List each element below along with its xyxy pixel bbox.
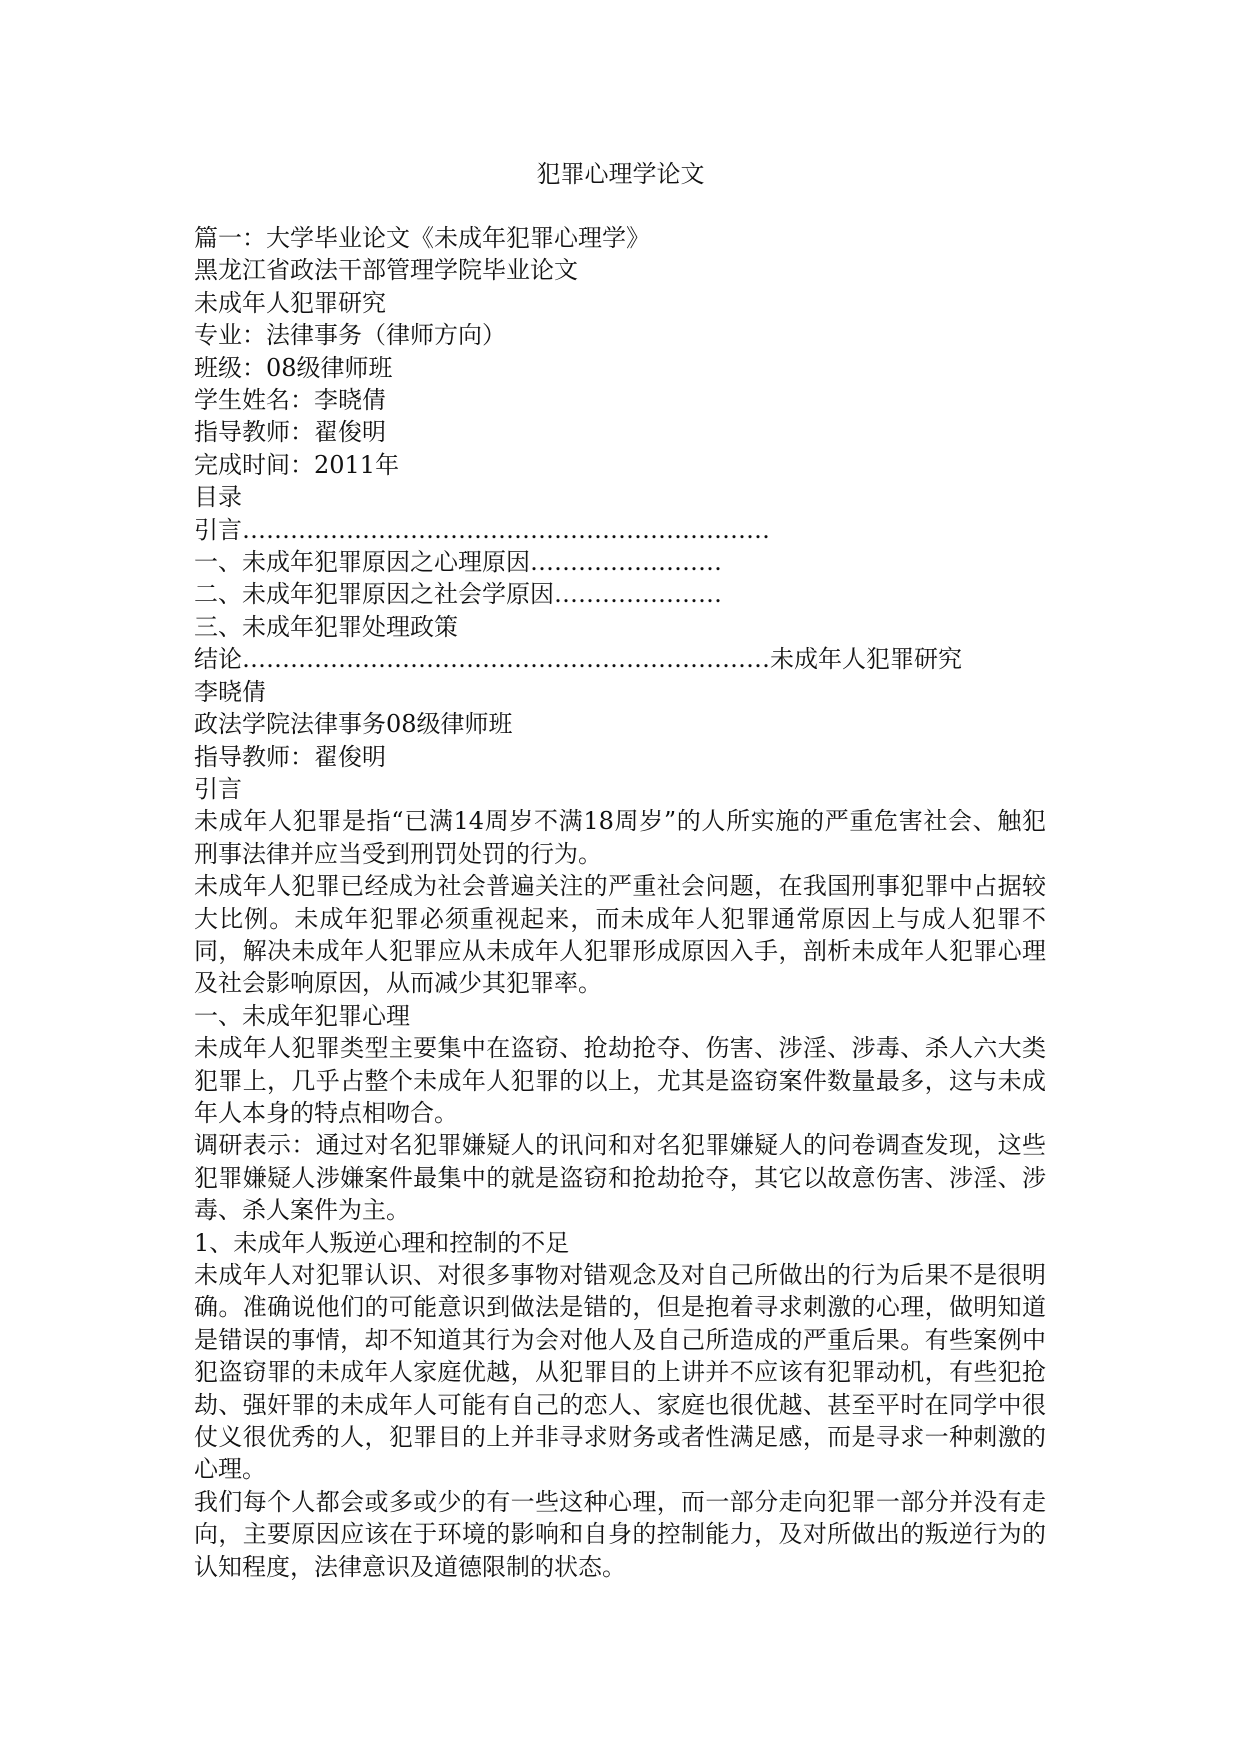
- subsection-heading: 1、未成年人叛逆心理和控制的不足: [194, 1228, 570, 1257]
- toc-entry: 一、未成年犯罪原因之心理原因……………………: [194, 548, 722, 577]
- advisor-line: 指导教师：翟俊明: [194, 418, 386, 447]
- thesis-title-line: 未成年人犯罪研究: [194, 288, 386, 317]
- paragraph-everyone: 我们每个人都会或多或少的有一些这种心理，而一部分走向犯罪一部分并没有走向，主要原因应该在于环境的影响和自身的控制能力，及对所做出的叛逆行为的认知程度，法律意识及道德限制的状态。: [194, 1487, 1046, 1581]
- toc-entry: 结论…………………………………………………………未成年人犯罪研究: [194, 645, 962, 674]
- paragraph-survey: 调研表示：通过对名犯罪嫌疑人的讯问和对名犯罪嫌疑人的问卷调查发现，这些犯罪嫌疑人涉嫌案件最集中的就是盗窃和抢劫抢夺，其它以故意伤害、涉淫、涉毒、杀人案件为主。: [194, 1131, 1046, 1225]
- advisor-line-2: 指导教师：翟俊明: [194, 742, 386, 771]
- department-line: 政法学院法律事务08级律师班: [194, 710, 513, 739]
- paragraph-crime-types: 未成年人犯罪类型主要集中在盗窃、抢劫抢夺、伤害、涉淫、涉毒、杀人六大类犯罪上，几乎占整个未成年人犯罪的以上，尤其是盗窃案件数量最多，这与未成年人本身的特点相吻合。: [194, 1034, 1046, 1127]
- intro-heading: 引言: [194, 774, 242, 803]
- paragraph-concern: 未成年人犯罪已经成为社会普遍关注的严重社会问题，在我国刑事犯罪中占据较大比例。未成年犯罪必须重视起来，而未成年人犯罪通常原因上与成人犯罪不同，解决未成年人犯罪应从未成年人犯罪形成原因入手，剖析未成年人犯罪心理及社会影响原因，从而减少其犯罪率。: [194, 872, 1046, 998]
- school-line: 黑龙江省政法干部管理学院毕业论文: [194, 256, 578, 285]
- toc-heading: 目录: [194, 483, 242, 512]
- author-line: 李晓倩: [194, 677, 266, 706]
- toc-entry: 三、未成年犯罪处理政策: [194, 612, 458, 641]
- paragraph-definition: 未成年人犯罪是指“已满14周岁不满18周岁”的人所实施的严重危害社会、触犯刑事法律并应当受到刑罚处罚的行为。: [194, 807, 1046, 868]
- section-heading: 一、未成年犯罪心理: [194, 1001, 410, 1030]
- toc-entry: 引言…………………………………………………………: [194, 515, 770, 544]
- completion-date-line: 完成时间：2011年: [194, 450, 400, 479]
- document-title: 犯罪心理学论文: [536, 160, 705, 188]
- document-body: [194, 222, 1046, 1583]
- major-line: 专业：法律事务（律师方向）: [194, 321, 506, 350]
- subtitle-line: 篇一：大学毕业论文《未成年犯罪心理学》: [194, 224, 650, 252]
- toc-entry: 二、未成年犯罪原因之社会学原因…………………: [194, 580, 722, 609]
- paragraph-rebellion: 未成年人对犯罪认识、对很多事物对错观念及对自己所做出的行为后果不是很明确。准确说他们的可能意识到做法是错的，但是抱着寻求刺激的心理，做明知道是错误的事情，却不知道其行为会对他人及自己所造成的严重后果。有些案例中犯盗窃罪的未成年人家庭优越，从犯罪目的上讲并不应该有犯罪动机，有些犯抢劫、强奸罪的未成年人可能有自己的恋人、家庭也很优越、甚至平时在同学中很仗义很优秀的人，犯罪目的上并非寻求财务或者性满足感，而是寻求一种刺激的心理。: [194, 1261, 1046, 1484]
- student-name-line: 学生姓名：李晓倩: [194, 386, 386, 415]
- class-line: 班级：08级律师班: [194, 353, 393, 382]
